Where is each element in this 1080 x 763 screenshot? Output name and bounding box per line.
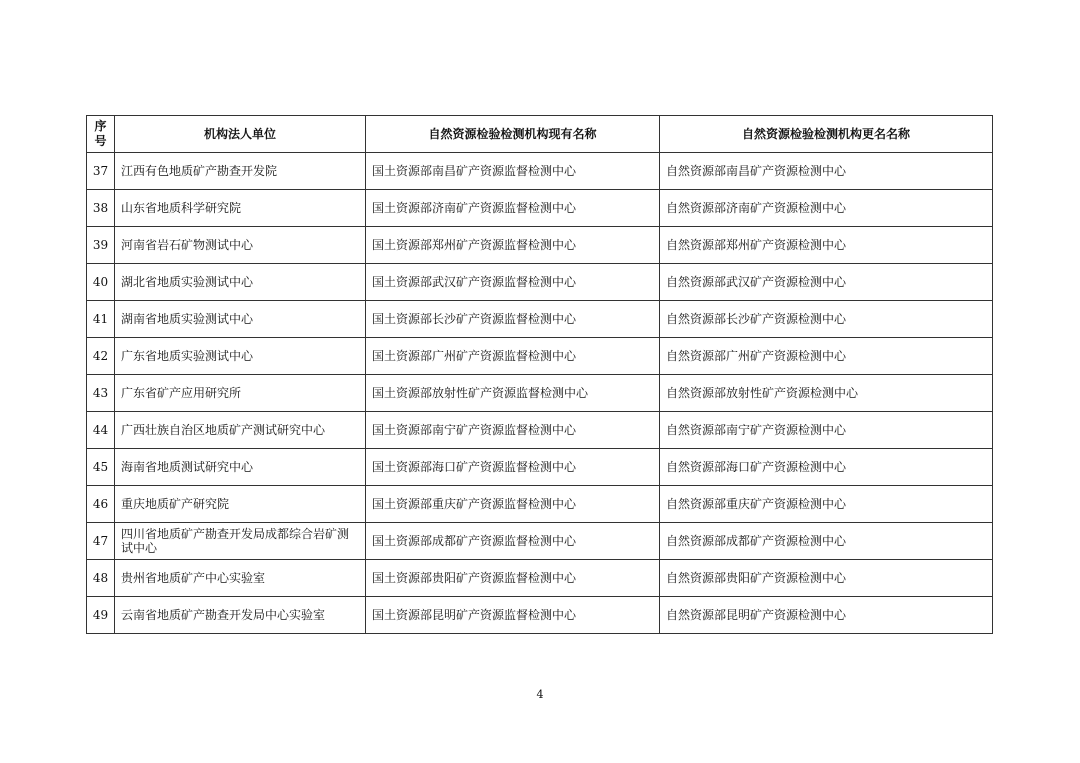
cell-current-name: 国土资源部成都矿产资源监督检测中心 — [366, 523, 660, 560]
header-row — [87, 116, 993, 153]
cell-new-name: 自然资源部海口矿产资源检测中心 — [660, 449, 993, 486]
header-legal-unit: 机构法人单位 — [115, 116, 366, 153]
page-number: 4 — [536, 688, 544, 701]
cell-serial-number: 42 — [87, 338, 115, 375]
cell-current-name: 国土资源部海口矿产资源监督检测中心 — [366, 449, 660, 486]
table-row — [87, 523, 993, 560]
cell-legal-unit: 广东省地质实验测试中心 — [115, 338, 366, 375]
cell-serial-number: 49 — [87, 597, 115, 634]
cell-legal-unit: 贵州省地质矿产中心实验室 — [115, 560, 366, 597]
cell-new-name: 自然资源部昆明矿产资源检测中心 — [660, 597, 993, 634]
table-row — [87, 486, 993, 523]
cell-current-name: 国土资源部郑州矿产资源监督检测中心 — [366, 227, 660, 264]
cell-current-name: 国土资源部广州矿产资源监督检测中心 — [366, 338, 660, 375]
cell-legal-unit: 云南省地质矿产勘查开发局中心实验室 — [115, 597, 366, 634]
table-row — [87, 301, 993, 338]
header-current-name: 自然资源检验检测机构现有名称 — [366, 116, 660, 153]
header-serial-number — [87, 116, 115, 153]
cell-current-name: 国土资源部放射性矿产资源监督检测中心 — [366, 375, 660, 412]
header-new-name: 自然资源检验检测机构更名名称 — [660, 116, 993, 153]
cell-serial-number: 38 — [87, 190, 115, 227]
cell-new-name: 自然资源部广州矿产资源检测中心 — [660, 338, 993, 375]
cell-serial-number: 47 — [87, 523, 115, 560]
cell-new-name: 自然资源部成都矿产资源检测中心 — [660, 523, 993, 560]
table-row — [87, 560, 993, 597]
table-row — [87, 375, 993, 412]
cell-legal-unit: 四川省地质矿产勘查开发局成都综合岩矿测试中心 — [115, 523, 366, 560]
cell-legal-unit: 山东省地质科学研究院 — [115, 190, 366, 227]
header-serial-line1: 序 — [94, 119, 107, 133]
cell-serial-number: 40 — [87, 264, 115, 301]
table-row — [87, 153, 993, 190]
cell-serial-number: 39 — [87, 227, 115, 264]
cell-legal-unit: 湖南省地质实验测试中心 — [115, 301, 366, 338]
cell-new-name: 自然资源部郑州矿产资源检测中心 — [660, 227, 993, 264]
table-header — [87, 116, 993, 153]
cell-serial-number: 41 — [87, 301, 115, 338]
cell-serial-number: 45 — [87, 449, 115, 486]
cell-new-name: 自然资源部贵阳矿产资源检测中心 — [660, 560, 993, 597]
cell-new-name: 自然资源部长沙矿产资源检测中心 — [660, 301, 993, 338]
cell-new-name: 自然资源部放射性矿产资源检测中心 — [660, 375, 993, 412]
institution-rename-table — [86, 115, 993, 634]
cell-serial-number: 48 — [87, 560, 115, 597]
table-row — [87, 597, 993, 634]
cell-serial-number: 44 — [87, 412, 115, 449]
cell-legal-unit: 广西壮族自治区地质矿产测试研究中心 — [115, 412, 366, 449]
cell-new-name: 自然资源部济南矿产资源检测中心 — [660, 190, 993, 227]
cell-current-name: 国土资源部长沙矿产资源监督检测中心 — [366, 301, 660, 338]
table-row — [87, 412, 993, 449]
cell-current-name: 国土资源部南宁矿产资源监督检测中心 — [366, 412, 660, 449]
cell-serial-number: 46 — [87, 486, 115, 523]
cell-legal-unit: 湖北省地质实验测试中心 — [115, 264, 366, 301]
cell-new-name: 自然资源部武汉矿产资源检测中心 — [660, 264, 993, 301]
header-serial-line2: 号 — [94, 134, 107, 148]
table-row — [87, 190, 993, 227]
cell-current-name: 国土资源部济南矿产资源监督检测中心 — [366, 190, 660, 227]
cell-legal-unit: 重庆地质矿产研究院 — [115, 486, 366, 523]
cell-current-name: 国土资源部重庆矿产资源监督检测中心 — [366, 486, 660, 523]
cell-current-name: 国土资源部南昌矿产资源监督检测中心 — [366, 153, 660, 190]
cell-new-name: 自然资源部南宁矿产资源检测中心 — [660, 412, 993, 449]
cell-serial-number: 37 — [87, 153, 115, 190]
table-row — [87, 449, 993, 486]
cell-new-name: 自然资源部南昌矿产资源检测中心 — [660, 153, 993, 190]
cell-current-name: 国土资源部武汉矿产资源监督检测中心 — [366, 264, 660, 301]
table-row — [87, 338, 993, 375]
table-row — [87, 227, 993, 264]
cell-legal-unit: 江西有色地质矿产勘查开发院 — [115, 153, 366, 190]
table-body — [87, 153, 993, 634]
cell-new-name: 自然资源部重庆矿产资源检测中心 — [660, 486, 993, 523]
cell-legal-unit: 海南省地质测试研究中心 — [115, 449, 366, 486]
cell-legal-unit: 广东省矿产应用研究所 — [115, 375, 366, 412]
cell-serial-number: 43 — [87, 375, 115, 412]
cell-current-name: 国土资源部贵阳矿产资源监督检测中心 — [366, 560, 660, 597]
cell-current-name: 国土资源部昆明矿产资源监督检测中心 — [366, 597, 660, 634]
cell-legal-unit: 河南省岩石矿物测试中心 — [115, 227, 366, 264]
table-row — [87, 264, 993, 301]
